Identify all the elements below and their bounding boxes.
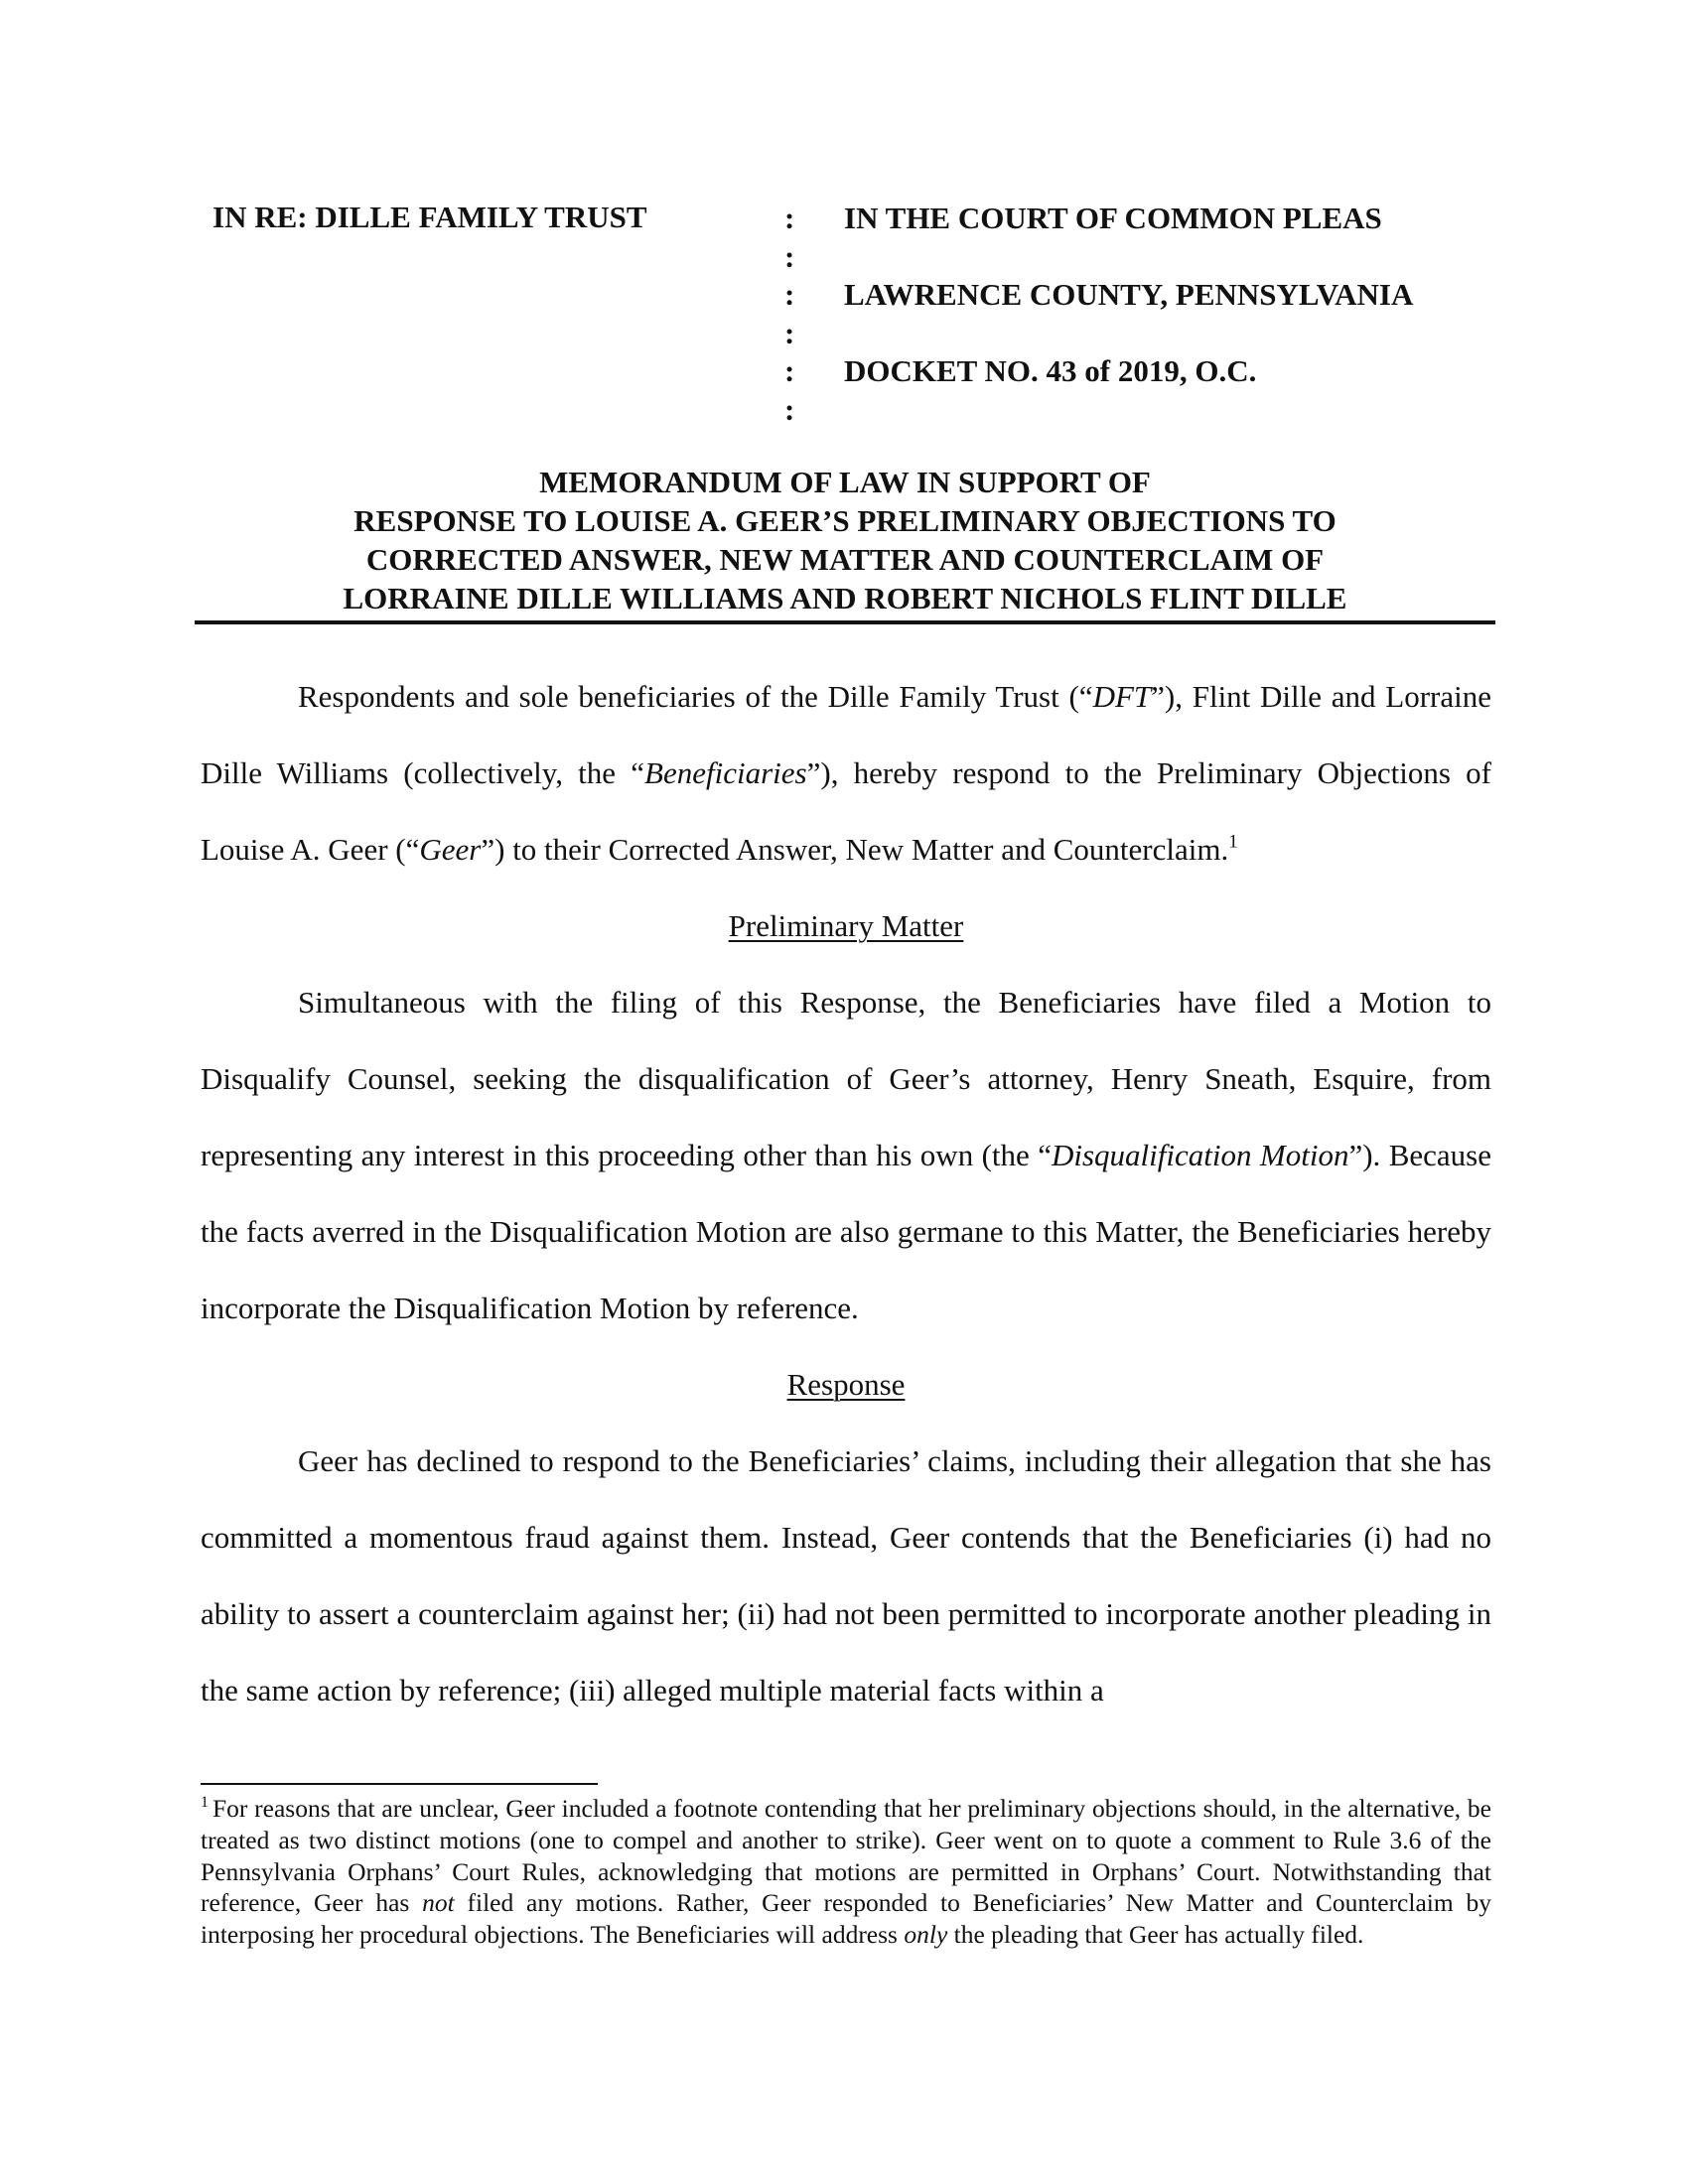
title-line: LORRAINE DILLE WILLIAMS AND ROBERT NICHOLS FLINT DILLE (343, 581, 1347, 615)
caption-court-block (844, 200, 1413, 429)
defined-term-geer: Geer (419, 832, 482, 867)
caption-colon: : (784, 201, 795, 235)
caption-court: IN THE COURT OF COMMON PLEAS (844, 201, 1382, 235)
title-divider (195, 620, 1495, 624)
footnote-separator (201, 1783, 598, 1785)
footnote-number: 1 (201, 1794, 209, 1812)
emphasis-not: not (422, 1888, 455, 1918)
caption-colon-column (784, 200, 804, 429)
title-line: RESPONSE TO LOUISE A. GEER’S PRELIMINARY OBJECTIONS TO (353, 503, 1336, 538)
memorandum-body (201, 658, 1491, 1728)
caption-colon: : (784, 391, 795, 427)
title-line: CORRECTED ANSWER, NEW MATTER AND COUNTERCLAIM OF (365, 542, 1325, 577)
caption-colon: : (784, 315, 795, 350)
caption-colon: : (784, 353, 795, 388)
defined-term-dft: DFT (1092, 679, 1152, 714)
heading-preliminary-matter: Preliminary Matter (728, 908, 964, 943)
emphasis-only: only (904, 1920, 948, 1950)
defined-term-disqualification-motion: Disqualification Motion (1051, 1138, 1349, 1172)
response-paragraph: Geer has declined to respond to the Beneficiaries’ claims, including their allegation that she has committed a momentous fraud against them. Instead, Geer contends that the Beneficiaries (i) had no ability to assert a counterclaim against her; (ii) had not been permitted to incorporate another pleading in the same action by reference; (iii) alleged multiple material facts within a (201, 1443, 1491, 1707)
document-title (195, 463, 1495, 617)
caption-matter: IN RE: DILLE FAMILY TRUST (212, 200, 647, 234)
defined-term-beneficiaries: Beneficiaries (644, 755, 807, 790)
intro-paragraph: Respondents and sole beneficiaries of the Dille Family Trust (“DFT”), Flint Dille and Lorraine Dille Williams (collectively, the “Beneficiaries”), hereby respond to the Preliminary Objections of Louise A. Geer (“Geer”) to their Corrected Answer, New Matter and Counterclaim.$^1$ (201, 679, 1492, 867)
footnote-reference[interactable]: 1 (1228, 831, 1238, 853)
heading-response: Response (786, 1367, 906, 1402)
caption-colon: : (784, 277, 795, 312)
title-line: MEMORANDUM OF LAW IN SUPPORT OF (539, 465, 1151, 499)
preliminary-paragraph: Simultaneous with the filing of this Response, the Beneficiaries have filed a Motion to Disqualify Counsel, seeking the disqualification of Geer’s attorney, Henry Sneath, Esquire, from representing any interest in this proceeding other than his own (the “Disqualification Motion”). Because the facts averred in the Disqualification Motion are also germane to this Matter, the Beneficiaries hereby incorporate the Disqualification Motion by reference. (201, 985, 1491, 1325)
caption-docket: DOCKET NO. 43 of 2019, O.C. (844, 353, 1257, 388)
footnote: $^1$ For reasons that are unclear, Geer included a footnote contending that her preliminary objections should, in the alternative, be treated as two distinct motions (one to compel and another to strike). Geer went on to quote a comment to Rule 3.6 of the Pennsylvania Orphans’ Court Rules, acknowledging that motions are permitted in Orphans’ Court. Notwithstanding that reference, Geer has not filed any motions. Rather, Geer responded to Beneficiaries’ New Matter and Counterclaim by interposing her procedural objections. The Beneficiaries will address only the pleading that Geer has actually filed. (201, 1794, 1491, 1950)
caption-colon: : (784, 238, 795, 274)
caption-county: LAWRENCE COUNTY, PENNSYLVANIA (844, 277, 1414, 312)
